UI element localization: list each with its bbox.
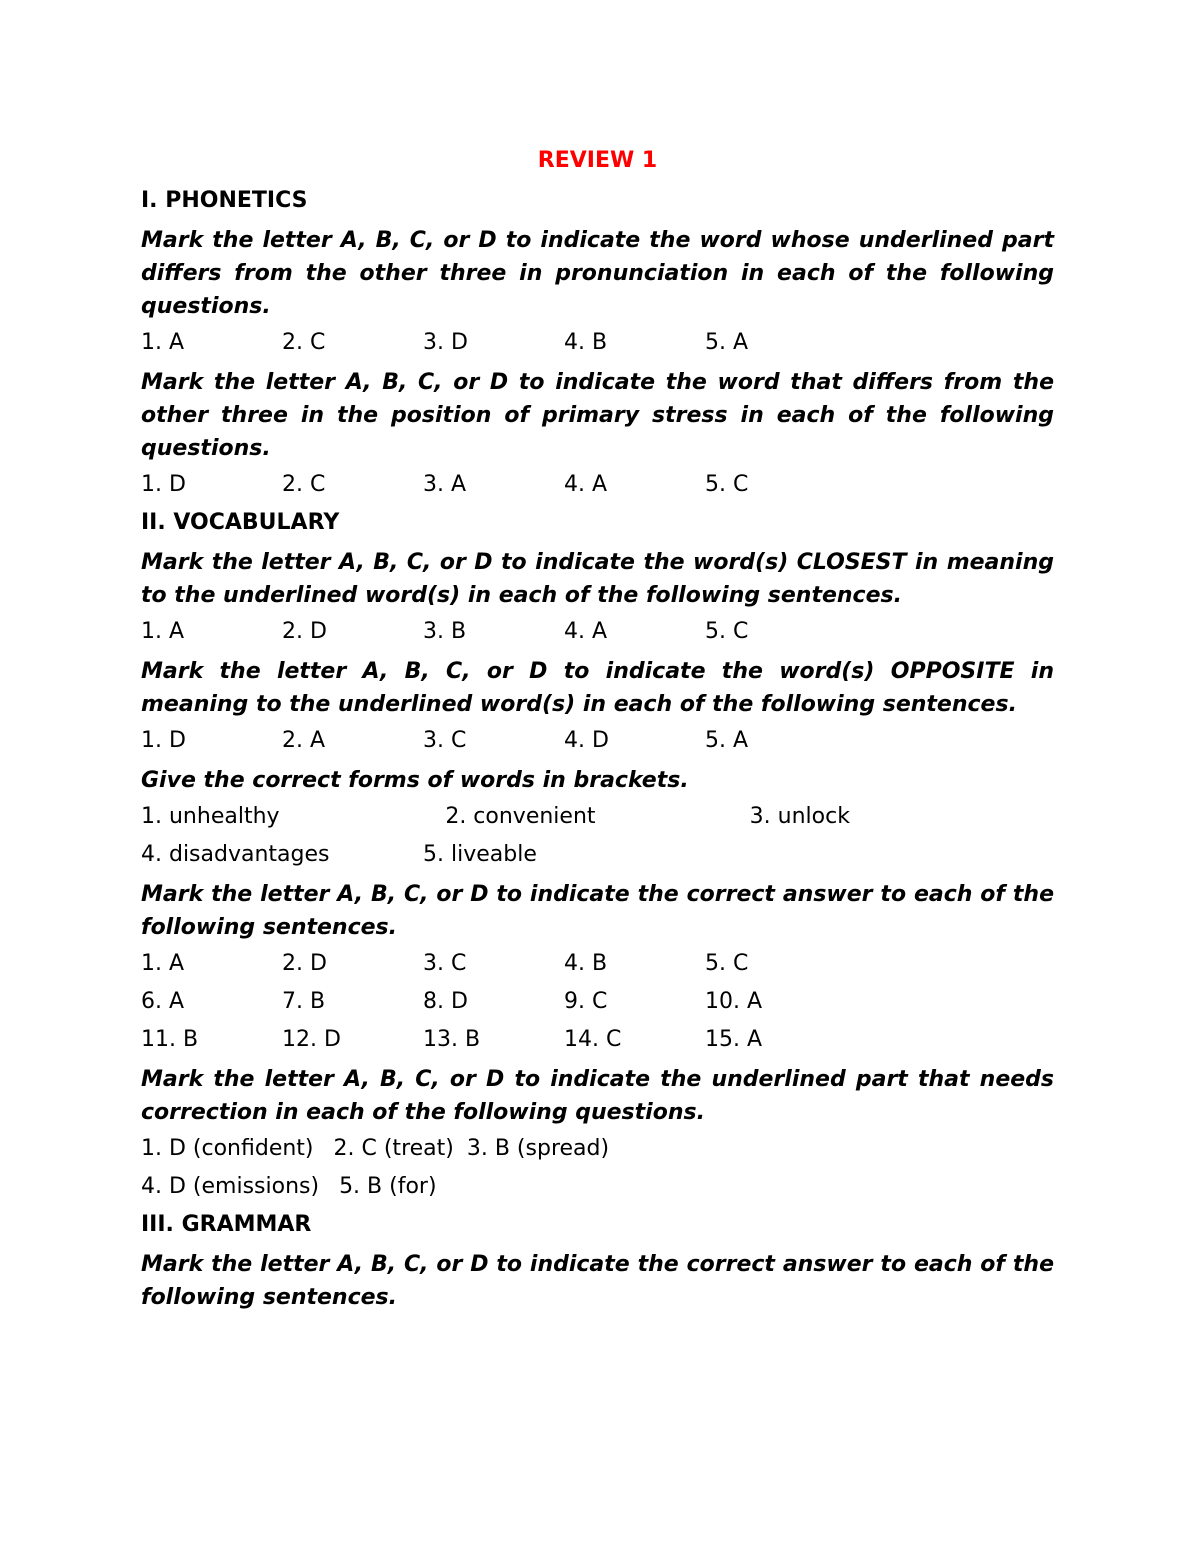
answer-item: 1. A xyxy=(141,330,185,355)
instruction-closest: Mark the letter A, B, C, or D to indicate the word(s) CLOSEST in meaning to the underlined word(s) in each of the following sentences. xyxy=(141,550,1054,608)
answer-item: 12. D xyxy=(282,1027,341,1052)
answer-row-opposite xyxy=(141,726,1054,756)
answer-row-word-forms-2 xyxy=(141,840,1054,870)
answer-item: 2. C xyxy=(282,330,326,355)
answer-item: 6. A xyxy=(141,989,185,1014)
answer-item: 13. B xyxy=(423,1027,481,1052)
answer-row-vocab-mc-2 xyxy=(141,987,1054,1017)
answer-item: 5. A xyxy=(705,728,749,753)
answer-item: 1. A xyxy=(141,619,185,644)
answer-item: 4. D (emissions) xyxy=(141,1174,320,1199)
answer-item: 1. unhealthy xyxy=(141,804,280,829)
answer-item: 2. D xyxy=(282,951,327,976)
answer-item: 2. C xyxy=(282,472,326,497)
answer-item: 5. B (for) xyxy=(339,1174,437,1199)
answer-item: 3. D xyxy=(423,330,468,355)
answer-item: 4. D xyxy=(564,728,609,753)
instruction-error-correction: Mark the letter A, B, C, or D to indicate the underlined part that needs correction in each of the following questions. xyxy=(141,1067,1054,1125)
answer-row-error-2 xyxy=(141,1172,1054,1202)
answer-item: 5. C xyxy=(705,472,749,497)
answer-item: 4. disadvantages xyxy=(141,842,330,867)
answer-item: 3. unlock xyxy=(749,804,850,829)
answer-item: 2. A xyxy=(282,728,326,753)
answer-item: 1. D xyxy=(141,728,186,753)
answer-item: 9. C xyxy=(564,989,608,1014)
instruction-pronunciation: Mark the letter A, B, C, or D to indicate the word whose underlined part differs from the other three in pronunciation in each of the following questions. xyxy=(141,228,1054,319)
section-heading-phonetics: I. PHONETICS xyxy=(141,188,308,213)
answer-row-error-1 xyxy=(141,1134,1054,1164)
answer-item: 4. A xyxy=(564,472,608,497)
answer-item: 14. C xyxy=(564,1027,622,1052)
answer-row-vocab-mc-1 xyxy=(141,949,1054,979)
answer-item: 1. A xyxy=(141,951,185,976)
answer-item: 2. D xyxy=(282,619,327,644)
instruction-correct-answer-vocab: Mark the letter A, B, C, or D to indicate the correct answer to each of the following sentences. xyxy=(141,882,1054,940)
answer-item: 1. D xyxy=(141,472,186,497)
answer-item: 4. B xyxy=(564,951,608,976)
answer-item: 5. liveable xyxy=(423,842,537,867)
answer-item: 5. C xyxy=(705,951,749,976)
answer-item: 11. B xyxy=(141,1027,199,1052)
answer-item: 1. D (confident) xyxy=(141,1136,314,1161)
answer-item: 4. A xyxy=(564,619,608,644)
answer-item: 3. A xyxy=(423,472,467,497)
answer-item: 15. A xyxy=(705,1027,763,1052)
section-heading-vocabulary: II. VOCABULARY xyxy=(141,510,340,535)
answer-item: 3. C xyxy=(423,951,467,976)
answer-item: 4. B xyxy=(564,330,608,355)
answer-item: 3. B (spread) xyxy=(466,1136,610,1161)
answer-item: 7. B xyxy=(282,989,326,1014)
answer-item: 10. A xyxy=(705,989,763,1014)
answer-row-vocab-mc-3 xyxy=(141,1025,1054,1055)
answer-row-stress xyxy=(141,470,1054,500)
document-page xyxy=(141,146,1054,1319)
answer-row-word-forms-1 xyxy=(141,802,1054,832)
section-heading-grammar: III. GRAMMAR xyxy=(141,1212,312,1237)
answer-item: 2. C (treat) xyxy=(333,1136,454,1161)
answer-item: 8. D xyxy=(423,989,468,1014)
instruction-word-forms: Give the correct forms of words in brackets. xyxy=(141,768,689,793)
instruction-stress: Mark the letter A, B, C, or D to indicate the word that differs from the other three in the position of primary stress in each of the following questions. xyxy=(141,370,1054,461)
answer-row-closest xyxy=(141,617,1054,647)
instruction-opposite: Mark the letter A, B, C, or D to indicate the word(s) OPPOSITE in meaning to the underlined word(s) in each of the following sentences. xyxy=(141,659,1054,717)
answer-row-pronunciation xyxy=(141,328,1054,358)
answer-item: 5. C xyxy=(705,619,749,644)
answer-item: 2. convenient xyxy=(445,804,596,829)
answer-item: 3. B xyxy=(423,619,467,644)
instruction-correct-answer-grammar: Mark the letter A, B, C, or D to indicate the correct answer to each of the following sentences. xyxy=(141,1252,1054,1310)
page-title: REVIEW 1 xyxy=(537,148,658,173)
answer-item: 3. C xyxy=(423,728,467,753)
answer-item: 5. A xyxy=(705,330,749,355)
